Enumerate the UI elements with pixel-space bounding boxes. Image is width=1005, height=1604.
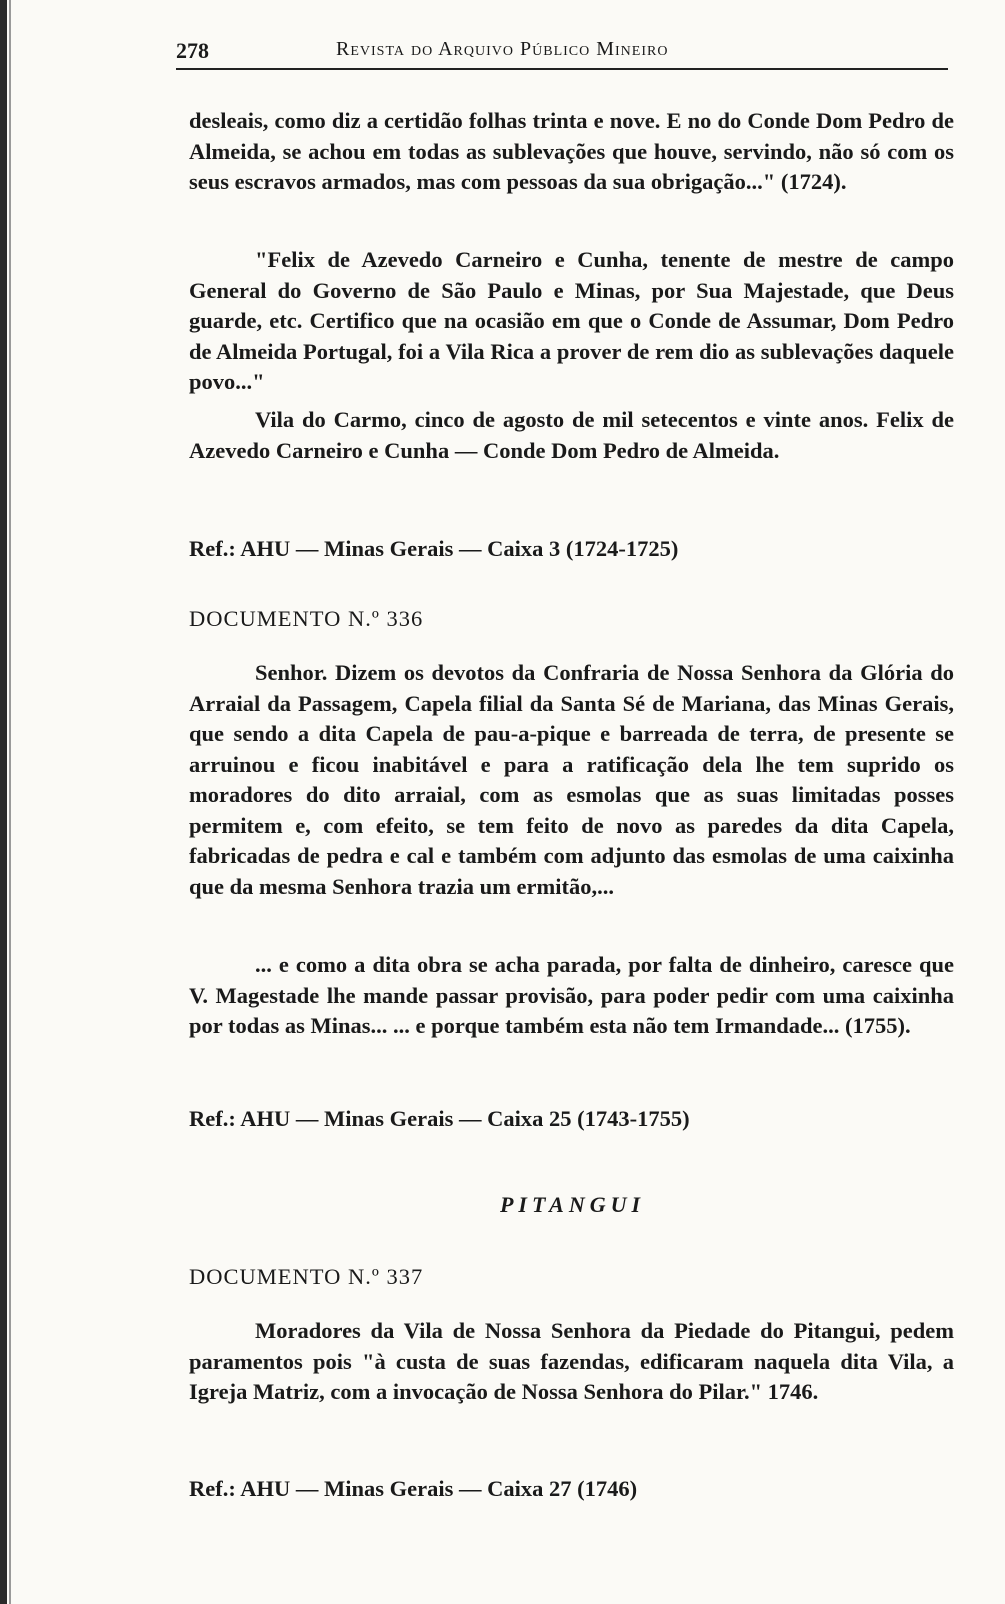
section-heading: PITANGUI [499,1192,646,1217]
binding-edge-line [9,0,11,1604]
paragraph-petition-continued: ... e como a dita obra se acha parada, por falta de dinheiro, caresce que V. Magestade lhe mande passar provisão, para poder pedir com uma caixinha por todas as Minas... ... e porque também esta não tem Irmandade... (1755). [189,952,954,1038]
page-number: 278 [176,38,209,63]
paragraph-date-signature: Vila do Carmo, cinco de agosto de mil setecentos e vinte anos. Felix de Azevedo Carneiro e Cunha — Conde Dom Pedro de Almeida. [189,407,954,463]
reference-1: Ref.: AHU — Minas Gerais — Caixa 3 (1724-1725) [189,536,679,561]
reference-3: Ref.: AHU — Minas Gerais — Caixa 27 (1746) [189,1476,638,1501]
document-heading-336: DOCUMENTO N.º 336 [189,606,424,631]
paragraph-moradores: Moradores da Vila de Nossa Senhora da Piedade do Pitangui, pedem paramentos pois "à custa de suas fazendas, edificaram naquela dita Vila, a Igreja Matriz, com a invocação de Nossa Senhora do Pilar." 1746. [189,1318,954,1404]
paragraph-continuation: desleais, como diz a certidão folhas trinta e nove. E no do Conde Dom Pedro de Almeida, se achou em todas as sublevações que houve, servindo, não só com os seus escravos armados, mas com pessoas da sua obrigação..." (1724). [189,108,954,194]
binding-edge [0,0,7,1604]
document-heading-337: DOCUMENTO N.º 337 [189,1264,424,1289]
running-title: Revista do Arquivo Público Mineiro [336,38,669,60]
reference-2: Ref.: AHU — Minas Gerais — Caixa 25 (1743-1755) [189,1106,690,1131]
paragraph-petition: Senhor. Dizem os devotos da Confraria de Nossa Senhora da Glória do Arraial da Passagem, Capela filial da Santa Sé de Mariana, das Minas Gerais, que sendo a dita Capela de pau-a-pique e barreada de terra, de presente se arruinou e ficou inabitável e para a ratificação dela lhe tem suprido os moradores do dito arraial, com as esmolas que as suas limitadas posses permitem e, com efeito, se tem feito de novo as paredes da dita Capela, fabricadas de pedra e cal e também com adjunto das esmolas de uma caixinha que da mesma Senhora trazia um ermitão,... [189,660,954,899]
page-header [176,38,948,68]
header-rule [176,68,948,70]
paragraph-certificate: "Felix de Azevedo Carneiro e Cunha, tenente de mestre de campo General do Governo de São Paulo e Minas, por Sua Majestade, que Deus guarde, etc. Certifico que na ocasião em que o Conde de Assumar, Dom Pedro de Almeida Portugal, foi a Vila Rica a prover de rem dio as sublevações daquele povo..." [189,247,954,394]
